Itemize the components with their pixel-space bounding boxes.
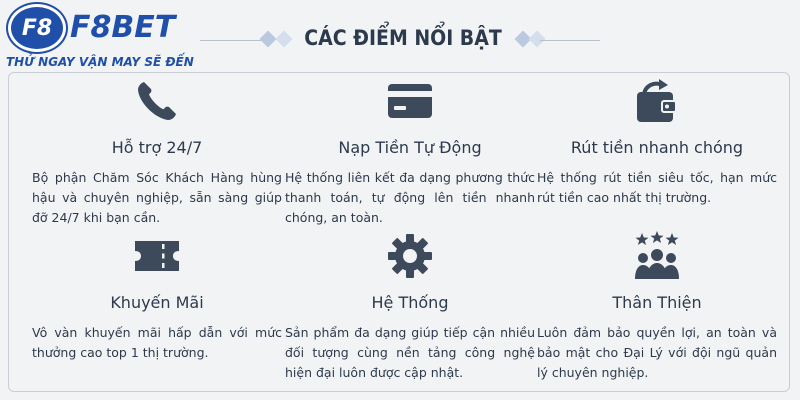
feature-description: Bộ phận Chăm Sóc Khách Hàng hùng hậu và chuyên nghiệp, sẵn sàng giúp đỡ 24/7 khi bạn cần. (32, 170, 282, 225)
feature-title: Thân Thiện (612, 293, 702, 312)
diamond-ornament (529, 31, 546, 48)
feature-description: Sản phẩm đa dạng giúp tiếp cận nhiều đối tượng cùng nền tảng công nghệ hiện đại luôn được cập nhật. (285, 325, 535, 380)
logo-badge: F8 (8, 4, 66, 52)
team-stars-icon (632, 231, 682, 281)
feature-description: Hệ thống rút tiền siêu tốc, hạn mức rút tiền cao nhất thị trường. (537, 170, 777, 205)
page-title: CÁC ĐIỂM NỔI BẬT (304, 26, 502, 50)
feature-title: Khuyến Mãi (110, 293, 204, 312)
logo-name: F8BET (70, 10, 176, 45)
feature-title: Hệ Thống (371, 293, 449, 312)
feature-description: Vô vàn khuyến mãi hấp dẫn với mức thưởng cao top 1 thị trường. (32, 325, 282, 360)
credit-card-icon (385, 76, 435, 126)
brand-logo[interactable] (2, 2, 212, 72)
ticket-icon (132, 231, 182, 281)
feature-description: Hệ thống liên kết đa dạng phương thức thanh toán, tự động lên tiền nhanh chóng, an toàn. (285, 170, 535, 225)
feature-title: Hỗ trợ 24/7 (111, 138, 203, 157)
title-divider-left (200, 40, 270, 41)
wallet-withdraw-icon (632, 76, 682, 126)
feature-title: Nạp Tiền Tự Động (338, 138, 482, 157)
phone-icon (132, 76, 182, 126)
diamond-ornament (260, 31, 277, 48)
feature-title: Rút tiền nhanh chóng (570, 138, 744, 157)
logo-slogan: THỬ NGAY VẬN MAY SẼ ĐẾN (6, 55, 194, 69)
diamond-ornament (276, 31, 293, 48)
title-divider-right (540, 40, 600, 41)
feature-description: Luôn đảm bảo quyền lợi, an toàn và bảo mật cho Đại Lý với đội ngũ quản lý chuyên nghiệp. (537, 325, 777, 380)
gear-icon (385, 231, 435, 281)
